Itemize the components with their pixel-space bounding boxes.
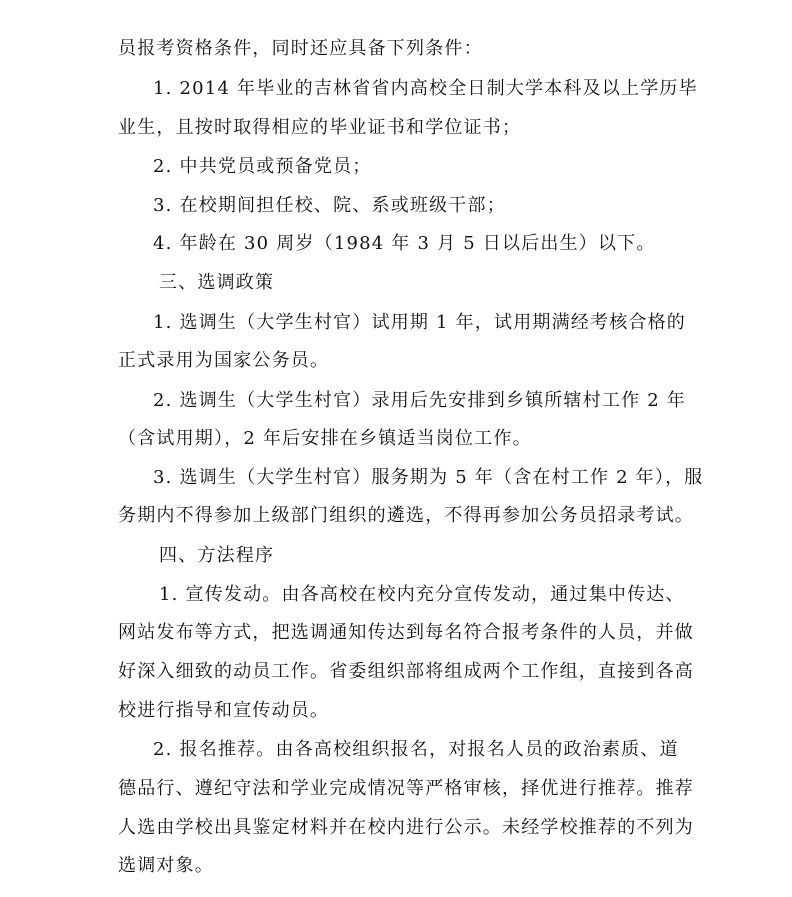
section-heading-policy: 三、选调政策 [159,272,275,293]
text-line: 人选由学校出具鉴定材料并在校内进行公示。未经学校推荐的不列为 [118,817,694,838]
text-line: 校进行指导和宣传动员。 [118,700,330,721]
text-line: （含试用期），2 年后安排在乡镇适当岗位工作。 [118,428,532,449]
text-line: 务期内不得参加上级部门组织的遴选，不得再参加公务员招录考试。 [118,505,694,526]
list-item-1: 1. 选调生（大学生村官）试用期 1 年，试用期满经考核合格的 [153,312,686,333]
text-line: 选调对象。 [118,855,214,876]
section-heading-procedure: 四、方法程序 [159,545,275,566]
list-item-3: 3. 在校期间担任校、院、系或班级干部； [153,195,506,216]
list-item-3: 3. 选调生（大学生村官）服务期为 5 年（含在村工作 2 年），服 [153,467,704,488]
list-item-1: 1. 2014 年毕业的吉林省省内高校全日制大学本科及以上学历毕 [153,78,698,99]
text-line: 正式录用为国家公务员。 [118,350,330,371]
text-line: 德品行、遵纪守法和学业完成情况等严格审核，择优进行推荐。推荐 [118,778,694,799]
text-line: 网站发布等方式，把选调通知传达到每名符合报考条件的人员，并做 [118,622,694,643]
list-item-2: 2. 选调生（大学生村官）录用后先安排到乡镇所辖村工作 2 年 [153,390,686,411]
list-item-2: 2. 中共党员或预备党员； [153,156,372,177]
text-line: 好深入细致的动员工作。省委组织部将组成两个工作组，直接到各高 [118,661,694,682]
list-item-2: 2. 报名推荐。由各高校组织报名，对报名人员的政治素质、道 [153,739,679,760]
text-line: 业生，且按时取得相应的毕业证书和学位证书； [118,117,522,138]
list-item-1: 1. 宣传发动。由各高校在校内充分宣传发动，通过集中传达、 [159,584,685,605]
list-item-4: 4. 年龄在 30 周岁（1984 年 3 月 5 日以后出生）以下。 [153,233,656,254]
text-line: 员报考资格条件，同时还应具备下列条件： [118,38,483,59]
